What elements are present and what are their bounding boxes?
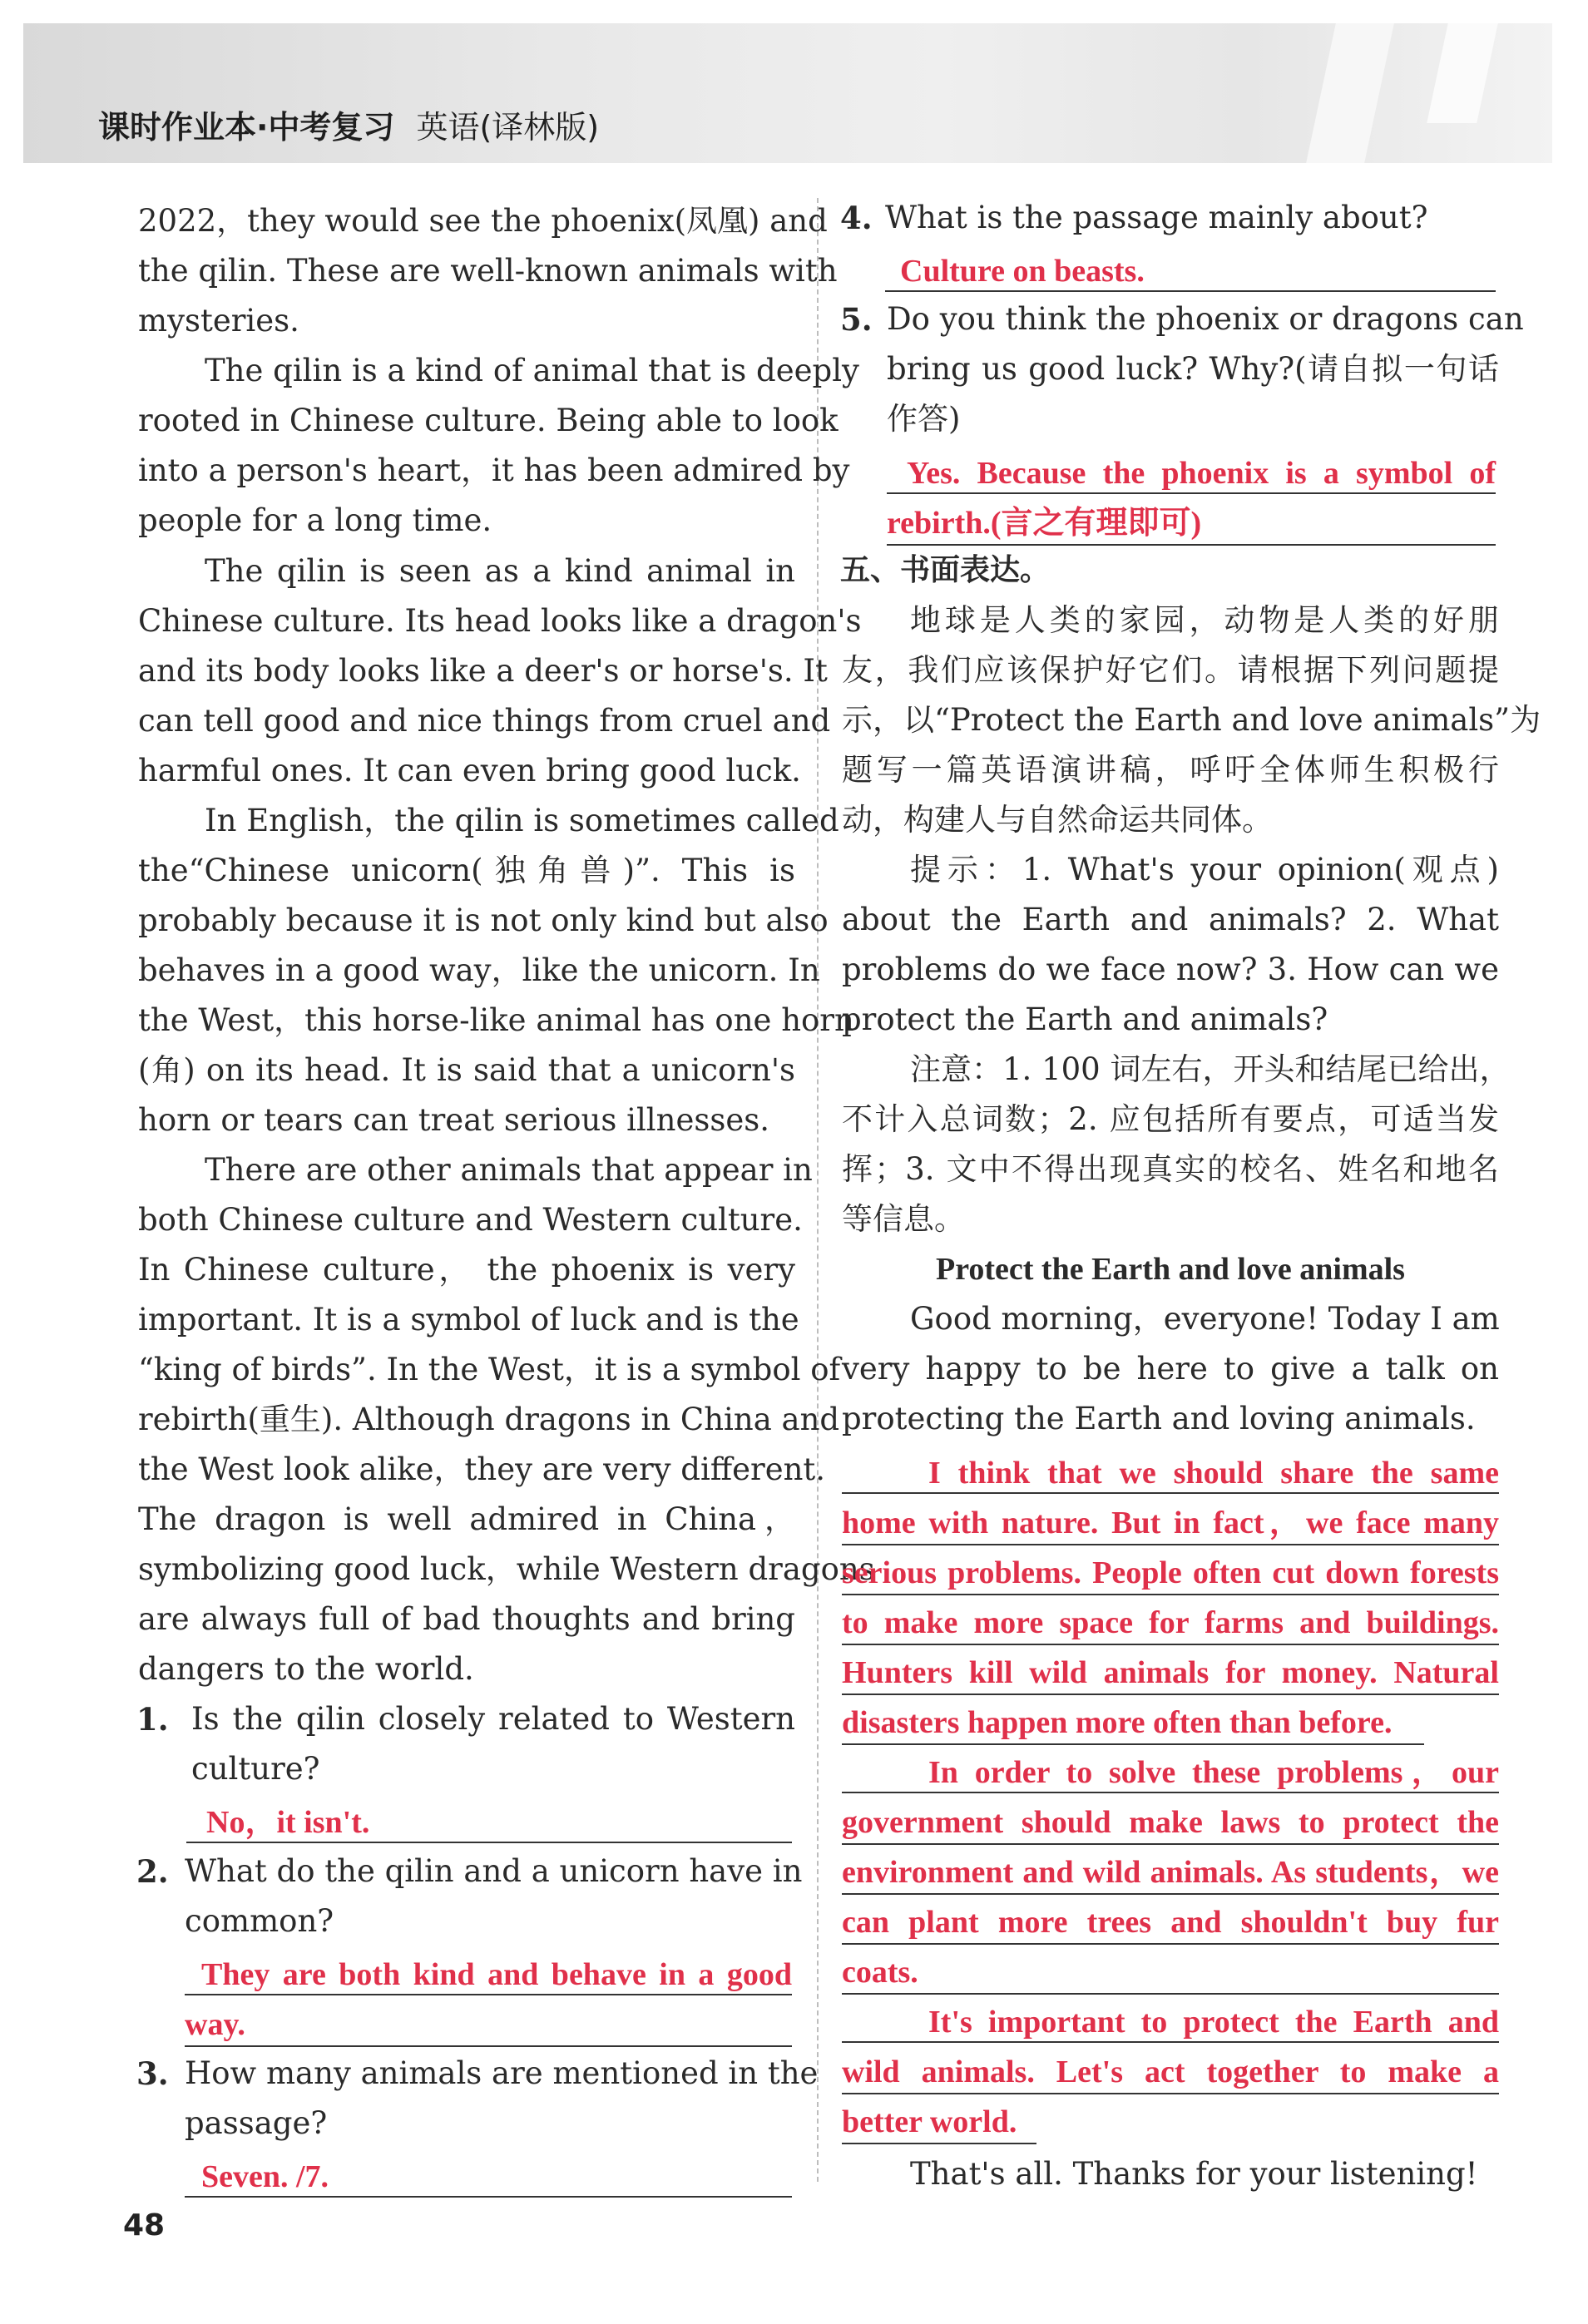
question-number: 4. [840, 200, 873, 236]
text-line: 示，以“Protect the Earth and love animals”为 [842, 702, 1541, 738]
page-number: 48 [123, 2208, 166, 2242]
header-decor-bar [1306, 23, 1394, 163]
section-title: 五、书面表达。 [840, 553, 1051, 587]
question-text: 作答) [887, 401, 961, 437]
text-line: 友，我们应该保护好它们。请根据下列问题提 [842, 652, 1499, 688]
answer-line: rebirth.(言之有理即可) [887, 497, 1496, 546]
note-line: 挥；3. 文中不得出现真实的校名、姓名和地名 [842, 1151, 1499, 1187]
text-line: There are other animals that appear in [205, 1152, 813, 1188]
essay-title: Protect the Earth and love animals [936, 1252, 1405, 1287]
essay-answer-line: environment and wild animals. As students，we [842, 1847, 1499, 1895]
header-title-sub: 英语(译林版) [416, 109, 600, 146]
text-line: rooted in Chinese culture. Being able to look [138, 403, 839, 438]
essay-answer-line: serious problems. People often cut down forests [842, 1547, 1499, 1595]
essay-answer-line: In order to solve these problems，our [842, 1747, 1499, 1793]
essay-answer-line: to make more space for farms and buildings. [842, 1597, 1499, 1645]
text-line: In English，the qilin is sometimes called [205, 803, 839, 838]
text-line: the qilin. These are well-known animals with [138, 253, 838, 289]
column-divider [817, 198, 819, 2182]
essay-answer-line: coats. [842, 1946, 1499, 1995]
essay-answer-line: I think that we should share the same [842, 1447, 1499, 1494]
header-title-main: 课时作业本·中考复习 [98, 109, 395, 146]
text-line: rebirth(重生). Although dragons in China and [138, 1402, 840, 1437]
answer-line: Seven. /7. [185, 2151, 792, 2198]
text-line: people for a long time. [138, 502, 492, 538]
question-number: 3. [136, 2055, 169, 2092]
text-line: into a person's heart，it has been admired by [138, 452, 850, 488]
hint-line: problems do we face now? 3. How can we [842, 952, 1499, 987]
essay-closing: That's all. Thanks for your listening! [910, 2156, 1478, 2192]
text-line: The qilin is a kind of animal that is deeply [205, 353, 859, 388]
text-line: mysteries. [138, 303, 299, 339]
question-text: passage? [185, 2105, 328, 2141]
text-line: (角) on its head. It is said that a unicorn's [138, 1052, 795, 1088]
text-line: both Chinese culture and Western culture. [138, 1202, 803, 1238]
text-line: behaves in a good way，like the unicorn. In [138, 952, 820, 988]
question-text: common? [185, 1903, 334, 1939]
essay-answer-line: wild animals. Let's act together to make a [842, 2046, 1499, 2094]
text-line: the“Chinese unicorn(独角兽)”. This is [138, 853, 795, 888]
essay-line: Good morning，everyone! Today I am [910, 1301, 1500, 1337]
question-text: culture? [191, 1751, 320, 1787]
question-text: How many animals are mentioned in the [185, 2055, 819, 2091]
note-line: 等信息。 [842, 1201, 965, 1237]
answer-line: Yes. Because the phoenix is a symbol of [887, 447, 1496, 494]
text-line: important. It is a symbol of luck and is the [138, 1302, 799, 1338]
question-number: 5. [840, 301, 873, 338]
hint-line: about the Earth and animals? 2. What [842, 902, 1499, 937]
text-line: can tell good and nice things from cruel and [138, 703, 831, 739]
text-line: harmful ones. It can even bring good luck. [138, 753, 801, 789]
text-line: 地球是人类的家园，动物是人类的好朋 [910, 602, 1499, 638]
text-line: the West look alike，they are very different. [138, 1451, 826, 1487]
text-line: the West，this horse-like animal has one horn [138, 1002, 854, 1038]
hint-line: protect the Earth and animals? [842, 1001, 1328, 1037]
question-text: Do you think the phoenix or dragons can [887, 301, 1524, 337]
text-line: 题写一篇英语演讲稿，呼吁全体师生积极行 [842, 752, 1499, 788]
note-line: 注意：1. 100 词左右，开头和结尾已给出， [910, 1051, 1511, 1087]
text-line: “king of birds”. In the West，it is a symbol of [138, 1352, 841, 1387]
essay-line: protecting the Earth and loving animals. [842, 1401, 1476, 1436]
text-line: probably because it is not only kind but also [138, 902, 829, 938]
essay-line: very happy to be here to give a talk on [842, 1351, 1499, 1387]
question-text: What is the passage mainly about? [885, 200, 1428, 235]
answer-line: Culture on beasts. [885, 245, 1496, 292]
text-line: 动，构建人与自然命运共同体。 [842, 802, 1273, 838]
essay-answer-line: home with nature. But in fact，we face many [842, 1497, 1499, 1545]
text-line: 2022，they would see the phoenix(凤凰) and [138, 203, 828, 239]
text-line: symbolizing good luck，while Western dragons [138, 1551, 875, 1587]
text-line: The dragon is well admired in China， [138, 1501, 795, 1537]
page-header-title [98, 101, 599, 147]
text-line: In Chinese culture， the phoenix is very [138, 1252, 795, 1288]
question-text: bring us good luck? Why?(请自拟一句话 [887, 351, 1499, 387]
hint-line: 提示：1. What's your opinion(观点) [910, 852, 1499, 888]
essay-answer-line: It's important to protect the Earth and [842, 1996, 1499, 2043]
essay-answer-line: Hunters kill wild animals for money. Natural [842, 1647, 1499, 1695]
answer-line: They are both kind and behave in a good [185, 1949, 792, 1995]
question-number: 2. [136, 1853, 169, 1890]
answer-line: No，it isn't. [186, 1797, 792, 1843]
text-line: dangers to the world. [138, 1651, 474, 1687]
answer-line: way. [185, 1999, 792, 2047]
text-line: Chinese culture. Its head looks like a dragon's [138, 603, 862, 639]
text-line: and its body looks like a deer's or horse's. It [138, 653, 828, 689]
essay-answer-line: government should make laws to protect the [842, 1797, 1499, 1845]
essay-answer-line: disasters happen more often than before. [842, 1697, 1424, 1745]
question-text: What do the qilin and a unicorn have in [185, 1853, 803, 1889]
essay-answer-line: can plant more trees and shouldn't buy fur [842, 1896, 1499, 1945]
question-number: 1. [136, 1701, 169, 1738]
header-decor-bar [1427, 23, 1498, 123]
question-text: Is the qilin closely related to Western [191, 1701, 795, 1737]
text-line: are always full of bad thoughts and bring [138, 1601, 795, 1637]
essay-answer-line: better world. [842, 2096, 1036, 2144]
note-line: 不计入总词数；2. 应包括所有要点，可适当发 [842, 1101, 1499, 1137]
text-line: horn or tears can treat serious illnesses. [138, 1102, 769, 1138]
text-line: The qilin is seen as a kind animal in [205, 553, 795, 589]
